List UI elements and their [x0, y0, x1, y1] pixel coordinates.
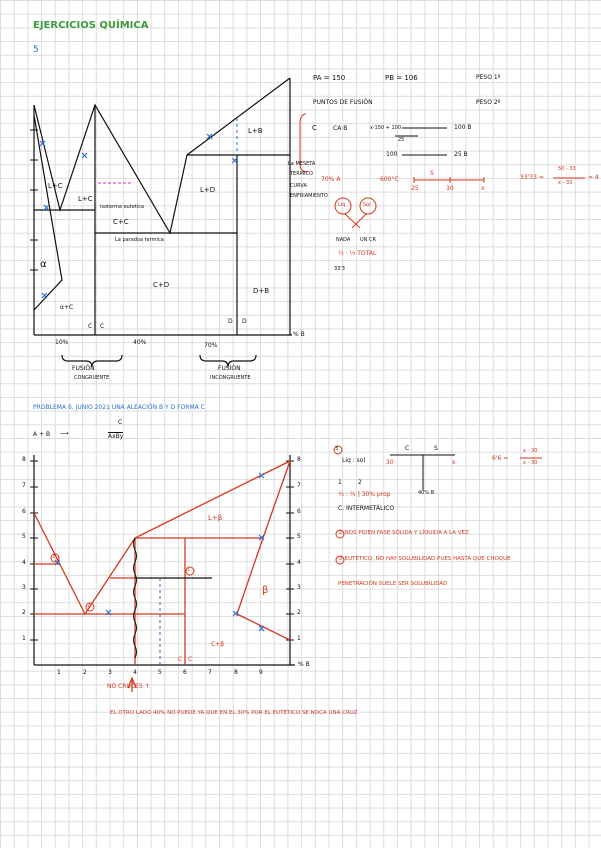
y-right-1: 1 [297, 635, 301, 642]
x-5: 5 [158, 669, 162, 676]
ca-b: CA B [333, 125, 348, 132]
tick-70: 70% [204, 342, 218, 349]
note-line-1: ② NOS PIDEN FASE SÓLIDA Y LÍQUIDA A LA VEZ [338, 530, 469, 536]
ratio-left: 33'33 = [520, 174, 544, 181]
bottom-note: EL OTRO LADO 40% NO PUEDE YA QUE EN EL 30% POR EL EUTÉTICO SE NOCA UNA CRUZ [110, 710, 358, 716]
peritectica-label: La paradoa termica [115, 237, 164, 243]
label-beta: β [262, 585, 269, 596]
meseta-1: La MESETA [288, 161, 316, 167]
x-6: 6 [183, 669, 187, 676]
lever-pct: 40% B [418, 490, 435, 496]
label-alpha: α [40, 259, 47, 270]
ratio-den: x - 33 [558, 180, 573, 186]
y-left-6: 6 [22, 508, 26, 515]
y-right-4: 4 [297, 559, 301, 566]
label-lc: L+C [48, 182, 63, 190]
fusion-incongruente-1: FUSIÓN [218, 365, 241, 372]
x-3: 3 [108, 669, 112, 676]
y-left-5: 5 [22, 533, 26, 540]
liq-sol: Liq : sol [342, 457, 366, 464]
label-l-plus-b: L+B [248, 127, 263, 135]
scale-s: S [430, 170, 434, 177]
no-cruces: NO CRUCES ↑ [107, 683, 150, 690]
y-left-4: 4 [22, 559, 26, 566]
circle-3-d2: 3 [52, 554, 56, 560]
label-c-plus-d: C+D [153, 281, 170, 289]
scale-25: 25 [411, 185, 419, 192]
y-right-8: 8 [297, 456, 301, 463]
label-l-plus-d: L+D [200, 186, 216, 194]
y-left-1: 1 [22, 635, 26, 642]
fusion-congruente-1: FUSIÓN [72, 365, 95, 372]
nada: NADA [336, 237, 351, 243]
meseta-3: CURVA [290, 183, 307, 189]
label-c2: C [100, 323, 105, 330]
y-right-7: 7 [297, 482, 301, 489]
peso-2: PESO 2º [476, 99, 501, 106]
un-cr: UN CR [360, 237, 376, 243]
fusion-incongruente-2: INCONGRUENTE [210, 375, 251, 381]
label-l-beta: L+β [208, 514, 223, 522]
x-9: 9 [259, 669, 263, 676]
pct-333: 33'3 [334, 266, 345, 272]
calc-den: 25 [398, 137, 405, 143]
label-c2-2: C [188, 656, 193, 663]
y-left-8: 8 [22, 456, 26, 463]
label-d-plus-b: D+B [253, 287, 270, 295]
calc: x·150 + 100 [370, 125, 402, 131]
reaction-formula: AxBy [108, 433, 124, 440]
meseta-2: TERMICO [290, 171, 313, 177]
val-100b: 100 B [454, 124, 472, 131]
ratio-eq: = 4 [588, 174, 599, 181]
peso-1: PESO 1º [476, 74, 501, 81]
note-two: 2 [358, 479, 362, 486]
x-1: 1 [57, 669, 61, 676]
y-left-2: 2 [22, 609, 26, 616]
circle-1-d2: 1 [187, 567, 191, 573]
fusion-congruente-2: CONGRUENTE [74, 375, 110, 381]
axis-percent-b: % B [293, 331, 305, 338]
label-d1: D [228, 318, 233, 325]
tick-40: 40% [133, 339, 147, 346]
ratio-2-num: x - 30 [523, 448, 538, 454]
y-left-3: 3 [22, 584, 26, 591]
pa-value: PA = 150 [313, 74, 346, 82]
isoterma-label: isoterma eutetica [100, 204, 145, 210]
lever-s: S [434, 445, 438, 452]
six-hundred: 600°C [380, 176, 399, 183]
reaction-a: A + B [33, 431, 51, 438]
problem-6-header: PROBLEMA 6. JUNIO 2021 UNA ALEACIÓN B Y D FORMA C [33, 404, 205, 411]
x-4: 4 [133, 669, 137, 676]
page-title: EJERCICIOS QUÍMICA [33, 20, 149, 31]
pb-value: PB = 106 [385, 74, 418, 82]
label-c-beta: C+β [211, 641, 225, 648]
label-c1-2: C [178, 656, 183, 663]
reaction-c: C [118, 419, 123, 426]
liq-circle: Liq [338, 202, 346, 208]
lever-x: x [452, 459, 456, 466]
circle-c: C [312, 124, 317, 132]
ratio-2: 6'6 = [492, 455, 509, 462]
y-right-2: 2 [297, 609, 301, 616]
note-line-3: PENETRACIÓN SUELE SER SOLUBILIDAD [338, 581, 448, 587]
ratio-num: 50 - 33 [558, 166, 576, 172]
label-c-plus-c: C+C [113, 218, 129, 226]
ratio-2-den: x - 30 [523, 460, 538, 466]
note-one: 1 [338, 479, 342, 486]
y-right-6: 6 [297, 508, 301, 515]
label-l-plus-c: L+C [78, 195, 93, 203]
sol-circle: Sol [363, 202, 371, 208]
val-100: 100 [386, 151, 398, 158]
x-2: 2 [83, 669, 87, 676]
x-7: 7 [208, 669, 212, 676]
puntos-fusion: PUNTOS DE FUSIÓN [313, 99, 373, 106]
scale-30: 30 [446, 185, 454, 192]
y-left-7: 7 [22, 482, 26, 489]
label-c1: C [88, 323, 93, 330]
tick-10: 10% [55, 339, 69, 346]
axis-percent-b-2: % B [298, 661, 310, 668]
scale-x: x [481, 185, 485, 192]
circle-3-notes: 3 [335, 446, 339, 452]
lever-30: 30 [386, 459, 394, 466]
note-line-2: ③ EUTÉTICO, NO HAY SOLUBILIDAD PUES HASTA QUE CHOQUE [338, 556, 511, 562]
circle-2-d2: 2 [87, 603, 91, 609]
lever-c: C [405, 445, 410, 452]
y-right-3: 3 [297, 584, 301, 591]
y-right-5: 5 [297, 533, 301, 540]
label-alpha-plus-c: α+C [60, 304, 74, 311]
val-25b: 25 B [454, 151, 468, 158]
frac: ½ · ⅓ TOTAL [338, 250, 377, 257]
intermetalico: C. INTERMETÁLICO [338, 505, 395, 512]
reaction-arrow: ⟶ [60, 430, 69, 437]
label-d2: D [242, 318, 247, 325]
third-prop: ⅓ : ⅔ ] 30% prop [338, 491, 391, 498]
seventy-a: 70% A [321, 176, 341, 183]
meseta-4: ENFRIAMIENTO [290, 193, 328, 199]
x-8: 8 [234, 669, 238, 676]
problem-number: 5 [33, 45, 39, 55]
